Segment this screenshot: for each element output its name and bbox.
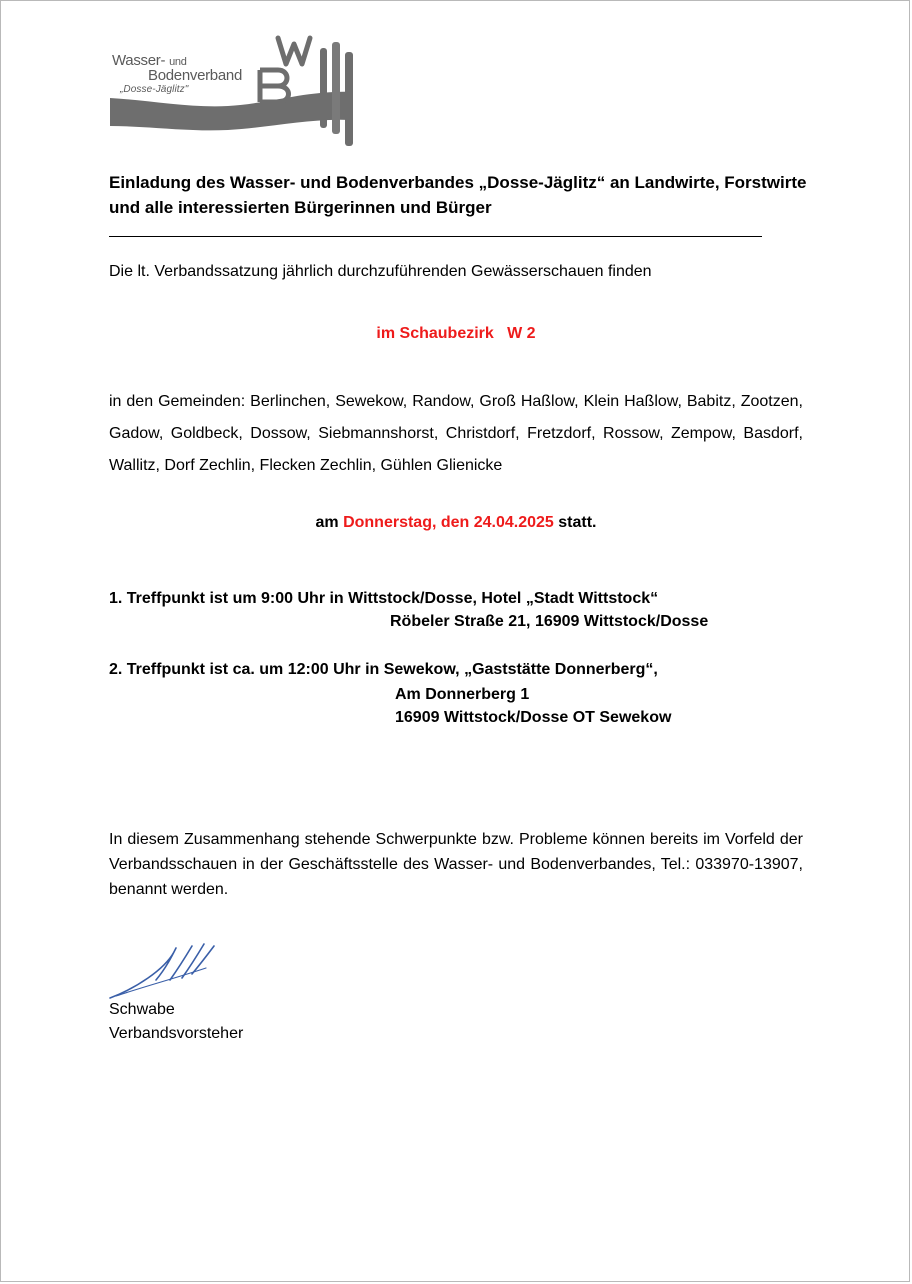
date-suffix: statt. (553, 514, 597, 531)
logo-text-line1: Wasser- und (112, 52, 187, 69)
meeting-point-2: 2. Treffpunkt ist ca. um 12:00 Uhr in Sewekow, „Gaststätte Donnerberg“, (109, 661, 658, 678)
letter-title: Einladung des Wasser- und Bodenverbandes „Dosse-Jäglitz“ an Landwirte, Forstwirte und alle interessierten Bürgerinnen und Bürger (109, 173, 807, 217)
meeting-point-1: 1. Treffpunkt ist um 9:00 Uhr in Wittstock/Dosse, Hotel „Stadt Wittstock“ (109, 590, 659, 607)
municipalities-paragraph: in den Gemeinden: Berlinchen, Sewekow, Randow, Groß Haßlow, Klein Haßlow, Babitz, Zootzen, Gadow, Goldbeck, Dossow, Siebmannshorst, Christdorf, Fretzdorf, Rossow, Zempow, Basdorf, Wallitz, Dorf Zechlin, Flecken Zechlin, Gühlen Glienicke (109, 393, 803, 474)
appointment-date-line (0, 514, 912, 532)
handwritten-signature-icon (106, 940, 221, 1002)
title-divider (109, 236, 762, 237)
logo-text-line3: „Dosse-Jäglitz" (120, 84, 189, 95)
inspection-district: im Schaubezirk W 2 (376, 325, 536, 342)
meeting-point-2-city: 16909 Wittstock/Dosse OT Sewekow (395, 709, 672, 726)
closing-paragraph: In diesem Zusammenhang stehende Schwerpunkte bzw. Probleme können bereits im Vorfeld der Verbandsschauen in der Geschäftsstelle des Wasser- und Bodenverbandes, Tel.: 033970-13907, benannt werden. (109, 831, 803, 898)
meeting-point-2-street: Am Donnerberg 1 (395, 686, 530, 703)
signer-name: Schwabe (109, 1001, 175, 1018)
appointment-date: Donnerstag, den 24.04.2025 (343, 514, 554, 531)
meeting-point-1-address: Röbeler Straße 21, 16909 Wittstock/Dosse (390, 613, 709, 630)
intro-paragraph: Die lt. Verbandssatzung jährlich durchzuführenden Gewässerschauen finden (109, 263, 652, 280)
logo-text-line2: Bodenverband (148, 67, 242, 84)
signer-role: Verbandsvorsteher (109, 1025, 244, 1042)
date-prefix: am (315, 514, 344, 531)
association-logo (108, 34, 370, 148)
